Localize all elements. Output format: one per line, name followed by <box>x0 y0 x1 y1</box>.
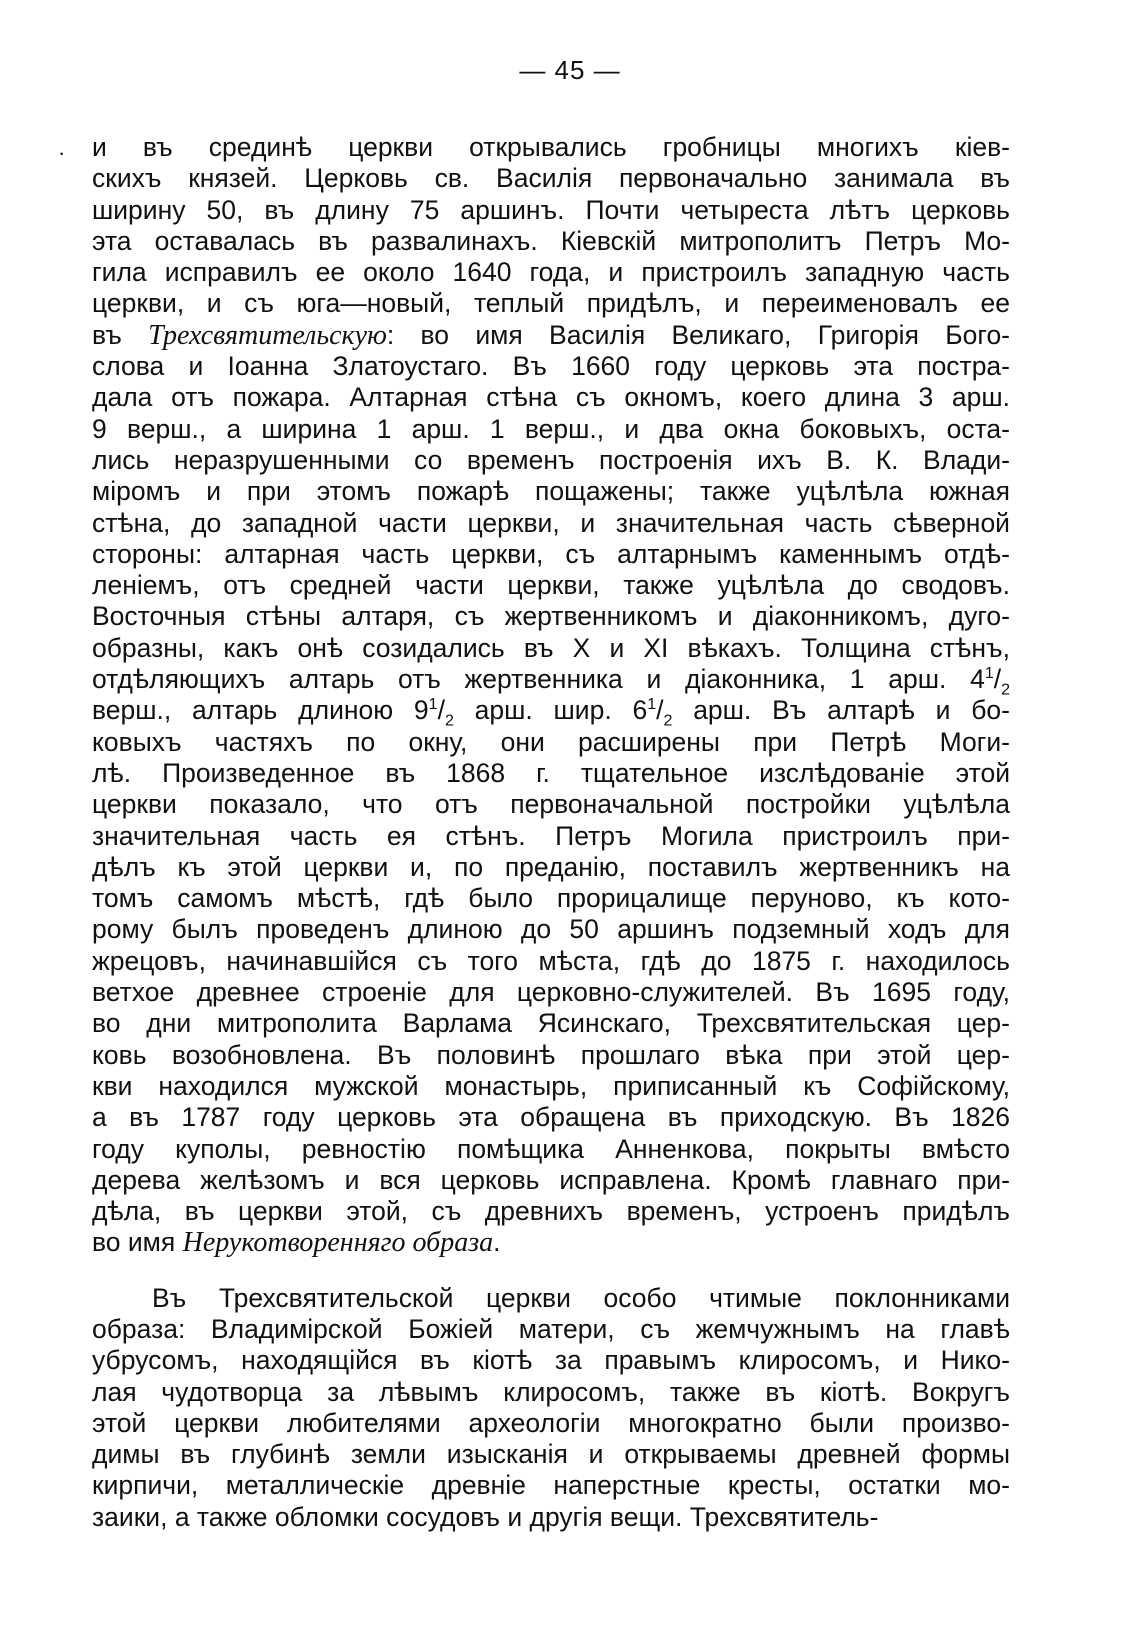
margin-mark: · <box>58 140 66 165</box>
fraction-denominator: 2 <box>1001 681 1010 699</box>
text-line: лись неразрушенными со временъ построенiя ихъ В. К. Влади- <box>92 444 1010 475</box>
paragraph-1 <box>92 132 1010 1259</box>
text-line: лая чудотворца за лѣвымъ клиросомъ, также въ кiотѣ. Вокругъ <box>92 1376 1010 1407</box>
text-line: скихъ князей. Церковь св. Василiя первоначально занимала въ <box>92 163 1010 194</box>
text-line: стѣна, до западной части церкви, и значительная часть сѣверной <box>92 507 1010 538</box>
text-line: ковь возобновлена. Въ половинѣ прошлаго вѣка при этой цер- <box>92 1039 1010 1070</box>
text-run: : во имя Василiя Великаго, Григорiя Бого- <box>386 319 1011 350</box>
text-run: во имя <box>92 1227 183 1258</box>
text-line: 9 верш., а ширина 1 арш. 1 верш., и два окна боковыхъ, оста- <box>92 413 1010 444</box>
text-line <box>92 664 1010 699</box>
text-line <box>92 320 1010 351</box>
text-line: томъ самомъ мѣстѣ, гдѣ было прорицалище перуново, къ кото- <box>92 883 1010 914</box>
text-run: арш. шир. 6 <box>453 695 648 726</box>
fraction-slash: / <box>437 695 445 726</box>
paragraph-2 <box>92 1283 1010 1533</box>
text-line: рому былъ проведенъ длиною до 50 аршинъ подземный ходъ для <box>92 914 1010 945</box>
text-line: кирпичи, металлическiе древнiе наперстные кресты, остатки мо- <box>92 1470 1010 1501</box>
text-line: церкви, и съ юга—новый, теплый придѣлъ, и переименовалъ ее <box>92 288 1010 319</box>
text-line: образны, какъ онѣ созидались въ X и XI вѣкахъ. Толщина стѣнъ, <box>92 632 1010 663</box>
text-line: а въ 1787 году церковь эта обращена въ приходскую. Въ 1826 <box>92 1102 1010 1133</box>
text-run: отдѣляющихъ алтарь отъ жертвенника и дiаконника, 1 арш. 4 <box>92 664 985 695</box>
fraction-slash: / <box>656 695 664 726</box>
text-line: этой церкви любителями археологiи многократно были произво- <box>92 1407 1010 1438</box>
text-line: димы въ глубинѣ земли изысканiя и открываемы древней формы <box>92 1439 1010 1470</box>
text-line: дерева желѣзомъ и вся церковь исправлена. Кромѣ главнаго при- <box>92 1164 1010 1195</box>
text-line: Восточныя стѣны алтаря, съ жертвенникомъ и дiаконникомъ, дуго- <box>92 601 1010 632</box>
text-line: эта оставалась въ развалинахъ. Кiевскiй митрополитъ Петръ Мо- <box>92 225 1010 256</box>
text-run: . <box>493 1227 501 1258</box>
text-line: дѣла, въ церкви этой, съ древнихъ временъ, устроенъ придѣлъ <box>92 1196 1010 1227</box>
italic-title: Нерукотворенняго образа <box>182 1227 494 1259</box>
text-run: въ <box>92 319 149 350</box>
page-number: — 45 — <box>519 55 621 85</box>
text-line: Въ Трехсвятительской церкви особо чтимые поклонниками <box>152 1282 1010 1313</box>
fraction-numerator: 1 <box>984 665 994 683</box>
text-line: и въ срединѣ церкви открывались гробницы многихъ кiев- <box>92 132 1010 162</box>
text-line: заики, а также обломки сосудовъ и другiя вещи. Трехсвятитель- <box>92 1501 879 1532</box>
text-line: мiромъ и при этомъ пожарѣ пощажены; также уцѣлѣла южная <box>92 476 1010 507</box>
text-line: убрусомъ, находящiйся въ кiотѣ за правымъ клиросомъ, и Нико- <box>92 1345 1010 1376</box>
text-line: гила исправилъ ее около 1640 года, и пристроилъ западную часть <box>92 257 1010 288</box>
fraction-slash: / <box>993 664 1002 695</box>
text-run: арш. Въ алтарѣ и бо- <box>672 695 1010 726</box>
text-line: ленiемъ, отъ средней части церкви, также уцѣлѣла до сводовъ. <box>92 570 1010 601</box>
text-line: ветхое древнее строенiе для церковно-служителей. Въ 1695 году, <box>92 977 1010 1008</box>
text-line: во дни митрополита Варлама Ясинскаго, Трехсвятительская цер- <box>92 1008 1010 1039</box>
italic-title: Трехсвятительскую <box>148 319 387 351</box>
text-line: значительная часть ея стѣнъ. Петръ Могила пристроилъ при- <box>92 820 1010 851</box>
text-line: ковыхъ частяхъ по окну, они расширены при Петрѣ Моги- <box>92 726 1010 757</box>
fraction-numerator: 1 <box>428 696 438 714</box>
text-line: дѣлъ къ этой церкви и, по преданiю, поставилъ жертвенникъ на <box>92 851 1010 882</box>
fraction-denominator: 2 <box>444 712 454 730</box>
text-line <box>92 1227 1010 1258</box>
text-line: церкви показало, что отъ первоначальной постройки уцѣлѣла <box>92 789 1010 820</box>
text-line: ширину 50, въ длину 75 аршинъ. Почти четыреста лѣтъ церковь <box>92 194 1010 225</box>
text-line: лѣ. Произведенное въ 1868 г. тщательное изслѣдованiе этой <box>92 757 1010 788</box>
text-line: кви находился мужской монастырь, приписанный къ Софiйскому, <box>92 1070 1010 1101</box>
text-line: дала отъ пожара. Алтарная стѣна съ окномъ, коего длина 3 арш. <box>92 382 1010 413</box>
fraction-numerator: 1 <box>647 696 657 714</box>
text-line: стороны: алтарная часть церкви, съ алтарнымъ каменнымъ отдѣ- <box>92 538 1010 569</box>
text-line: слова и Iоанна Златоустаго. Въ 1660 году церковь эта постра- <box>92 351 1010 382</box>
text-line: жрецовъ, начинавшiйся съ того мѣста, гдѣ до 1875 г. находилось <box>92 945 1010 976</box>
text-line <box>92 695 1010 730</box>
body-text <box>92 132 1010 1533</box>
text-run: верш., алтарь длиною 9 <box>92 695 429 726</box>
fraction-denominator: 2 <box>663 712 673 730</box>
text-line: году куполы, ревностiю помѣщика Анненкова, покрыты вмѣсто <box>92 1133 1010 1164</box>
text-line: образа: Владимiрской Божiей матери, съ жемчужнымъ на главѣ <box>92 1313 1010 1344</box>
